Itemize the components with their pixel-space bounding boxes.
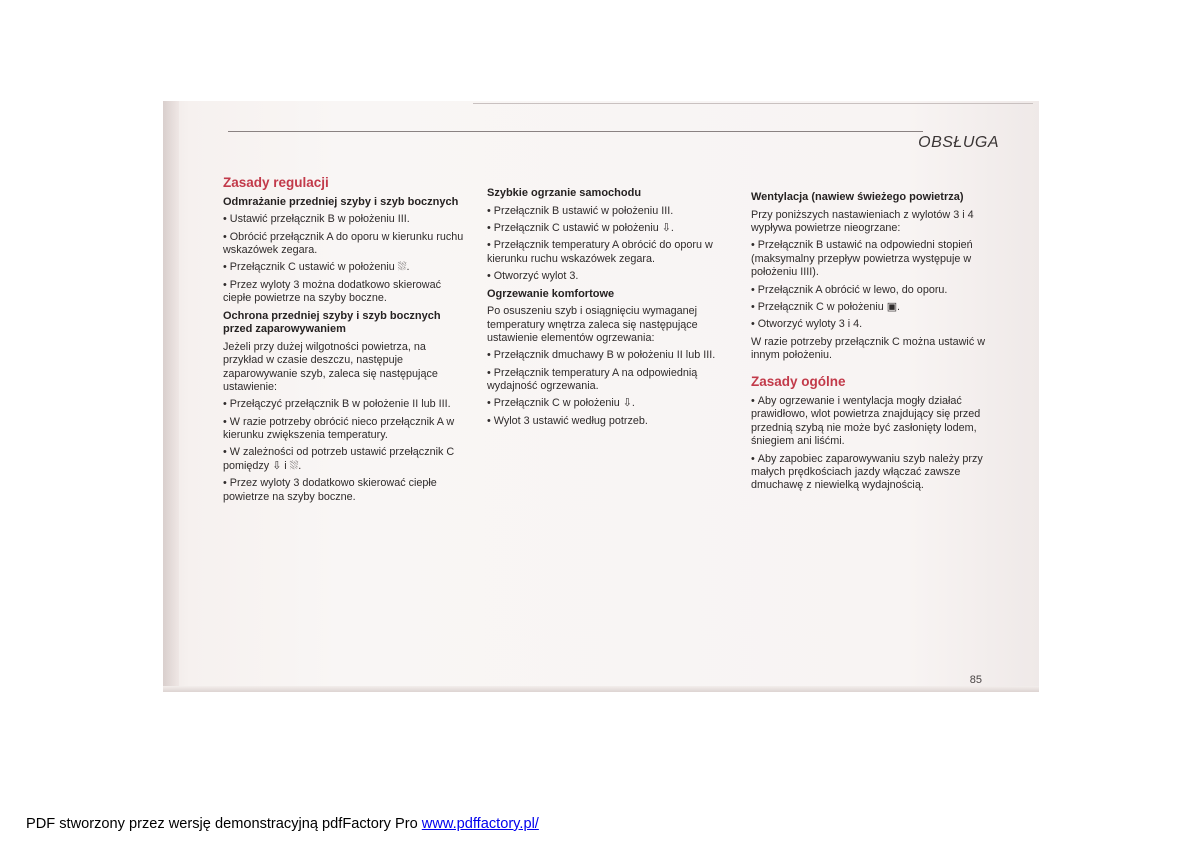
pdf-footer xyxy=(26,816,539,832)
list-item: • Przełącznik C w położeniu ▣. xyxy=(751,301,999,314)
subheading: Ochrona przedniej szyby i szyb bocznych przed zaparowywaniem xyxy=(223,309,441,336)
subheading: Ogrzewanie komfortowe xyxy=(487,287,615,300)
page-left-edge xyxy=(163,101,179,692)
paragraph: W razie potrzeby przełącznik C można ustawić w innym położeniu. xyxy=(751,335,986,361)
footer-text: PDF stworzony przez wersję demonstracyjną pdfFactory Pro xyxy=(26,816,422,832)
list-item: • Przez wyloty 3 można dodatkowo skierować ciepłe powietrze na szyby boczne. xyxy=(223,279,469,306)
footer-link[interactable]: www.pdffactory.pl/ xyxy=(421,816,539,832)
section-title: Zasady regulacji xyxy=(223,175,329,190)
list-item: • Aby zapobiec zaparowywaniu szyb należy przy małych prędkościach jazdy włączać zawsze dmuchawę z niewielką wydajnością. xyxy=(751,453,999,493)
list-item: • Ustawić przełącznik B w położeniu III. xyxy=(223,213,469,226)
paragraph: Po osuszeniu szyb i osiągnięciu wymaganej temperatury wnętrza zaleca się następujące ustawienie elementów ogrzewania: xyxy=(487,305,698,344)
list-item: • Otworzyć wyloty 3 i 4. xyxy=(751,318,999,331)
paragraph: Jeżeli przy dużej wilgotności powietrza, na przykład w czasie deszczu, następuje zaparowywanie szyb, zaleca się następujące ustawienie: xyxy=(223,340,438,393)
list-item: • Przez wyloty 3 dodatkowo skierować ciepłe powietrze na szyby boczne. xyxy=(223,477,469,504)
column-1 xyxy=(223,175,469,508)
list-item: • Przełącznik temperatury A obrócić do oporu w kierunku ruchu wskazówek zegara. xyxy=(487,239,732,266)
list-item: • Przełącznik C w położeniu ⇩. xyxy=(487,397,732,410)
column-3 xyxy=(751,191,999,497)
section-header: OBSŁUGA xyxy=(918,134,999,151)
top-faint-rule xyxy=(473,103,1033,104)
list-item: • Przełącznik A obrócić w lewo, do oporu. xyxy=(751,284,999,297)
list-item: • Przełącznik temperatury A na odpowiednią wydajność ogrzewania. xyxy=(487,367,732,394)
list-item: • W zależności od potrzeb ustawić przełącznik C pomiędzy ⇩ i ⛆. xyxy=(223,446,469,473)
list-item: • Przełącznik B ustawić w położeniu III. xyxy=(487,205,732,218)
list-item: • Przełącznik dmuchawy B w położeniu II lub III. xyxy=(487,349,732,362)
list-item: • Przełączyć przełącznik B w położenie II lub III. xyxy=(223,398,469,411)
section-title: Zasady ogólne xyxy=(751,374,846,390)
page-bottom-edge xyxy=(163,686,1039,692)
subheading: Wentylacja (nawiew świeżego powietrza) xyxy=(751,191,964,203)
list-item: • Otworzyć wylot 3. xyxy=(487,270,732,283)
paragraph: Przy poniższych nastawieniach z wylotów 3 i 4 wypływa powietrze nieogrzane: xyxy=(751,208,974,234)
list-item: • Przełącznik B ustawić na odpowiedni stopień (maksymalny przepływ powietrza występuje w położeniu IIII). xyxy=(751,239,999,279)
subheading: Odmrażanie przedniej szyby i szyb bocznych xyxy=(223,195,459,208)
list-item: • Wylot 3 ustawić według potrzeb. xyxy=(487,415,732,428)
column-2 xyxy=(487,187,732,432)
header-rule xyxy=(228,131,923,132)
list-item: • Aby ogrzewanie i wentylacja mogły działać prawidłowo, wlot powietrza znajdujący się przed przednią szybą nie może być zasłonięty lodem, śniegiem ani liśćmi. xyxy=(751,395,999,449)
list-item: • Przełącznik C ustawić w położeniu ⇩. xyxy=(487,222,732,235)
list-item: • Obrócić przełącznik A do oporu w kierunku ruchu wskazówek zegara. xyxy=(223,231,469,258)
list-item: • W razie potrzeby obrócić nieco przełącznik A w kierunku zwiększenia temperatury. xyxy=(223,416,469,443)
list-item: • Przełącznik C ustawić w położeniu ⛆. xyxy=(223,261,469,274)
scanned-page xyxy=(163,101,1039,692)
page-number: 85 xyxy=(969,674,982,686)
subheading: Szybkie ogrzanie samochodu xyxy=(487,187,642,199)
